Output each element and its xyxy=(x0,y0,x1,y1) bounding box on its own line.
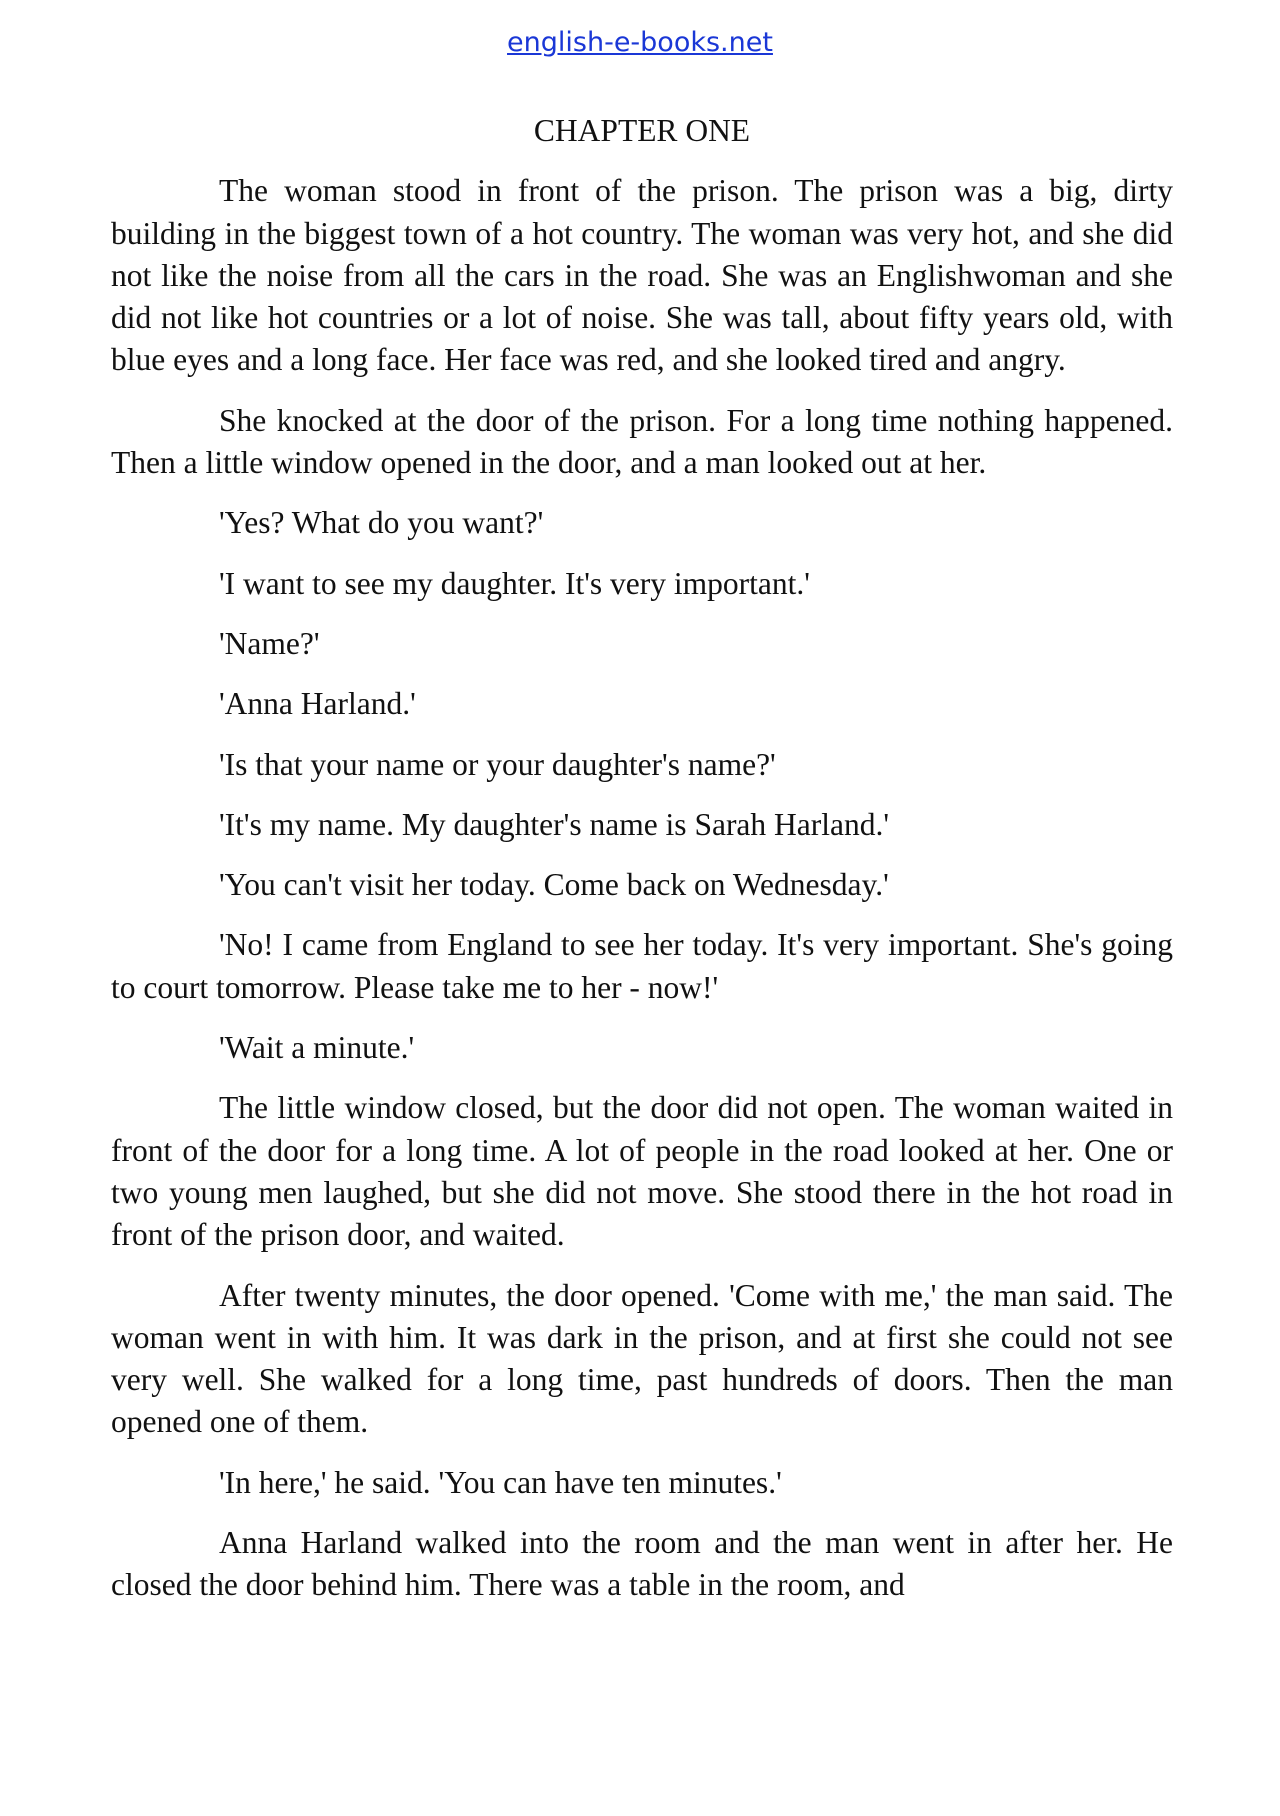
paragraph: 'Anna Harland.' xyxy=(219,686,416,722)
paragraph: 'In here,' he said. 'You can have ten minutes.' xyxy=(219,1464,782,1500)
paragraph: The woman stood in front of the prison. The prison was a big, dirty building in the biggest town of a hot country. The woman was very hot, and she did not like the noise from all the cars in the road. She was an Englishwoman and she did not like hot countries or a lot of noise. She was tall, about fifty years old, with blue eyes and a long face. Her face was red, and she looked tired and angry. xyxy=(111,173,1173,378)
site-header xyxy=(0,26,1280,60)
paragraph: 'It's my name. My daughter's name is Sarah Harland.' xyxy=(219,806,890,842)
paragraph: 'Is that your name or your daughter's name?' xyxy=(219,746,776,782)
paragraph: 'I want to see my daughter. It's very important.' xyxy=(219,565,810,601)
paragraph: After twenty minutes, the door opened. 'Come with me,' the man said. The woman went in with him. It was dark in the prison, and at first she could not see very well. She walked for a long time, past hundreds of doors. Then the man opened one of them. xyxy=(111,1277,1173,1440)
paragraph: The little window closed, but the door did not open. The woman waited in front of the door for a long time. A lot of people in the road looked at her. One or two young men laughed, but she did not move. She stood there in the hot road in front of the prison door, and waited. xyxy=(111,1090,1173,1253)
site-link[interactable]: english-e-books.net xyxy=(507,27,773,58)
chapter-body xyxy=(111,110,1173,1625)
paragraph: 'No! I came from England to see her today. It's very important. She's going to court tomorrow. Please take me to her - now!' xyxy=(111,927,1173,1005)
paragraph: 'Wait a minute.' xyxy=(219,1030,415,1066)
chapter-title: CHAPTER ONE xyxy=(533,113,751,148)
paragraph: 'Name?' xyxy=(219,625,320,661)
paragraph: 'Yes? What do you want?' xyxy=(219,505,544,541)
paragraph: 'You can't visit her today. Come back on Wednesday.' xyxy=(219,867,889,903)
paragraph: Anna Harland walked into the room and the man went in after her. He closed the door behind him. There was a table in the room, and xyxy=(111,1525,1173,1603)
paragraph: She knocked at the door of the prison. For a long time nothing happened. Then a little window opened in the door, and a man looked out at her. xyxy=(111,402,1173,481)
